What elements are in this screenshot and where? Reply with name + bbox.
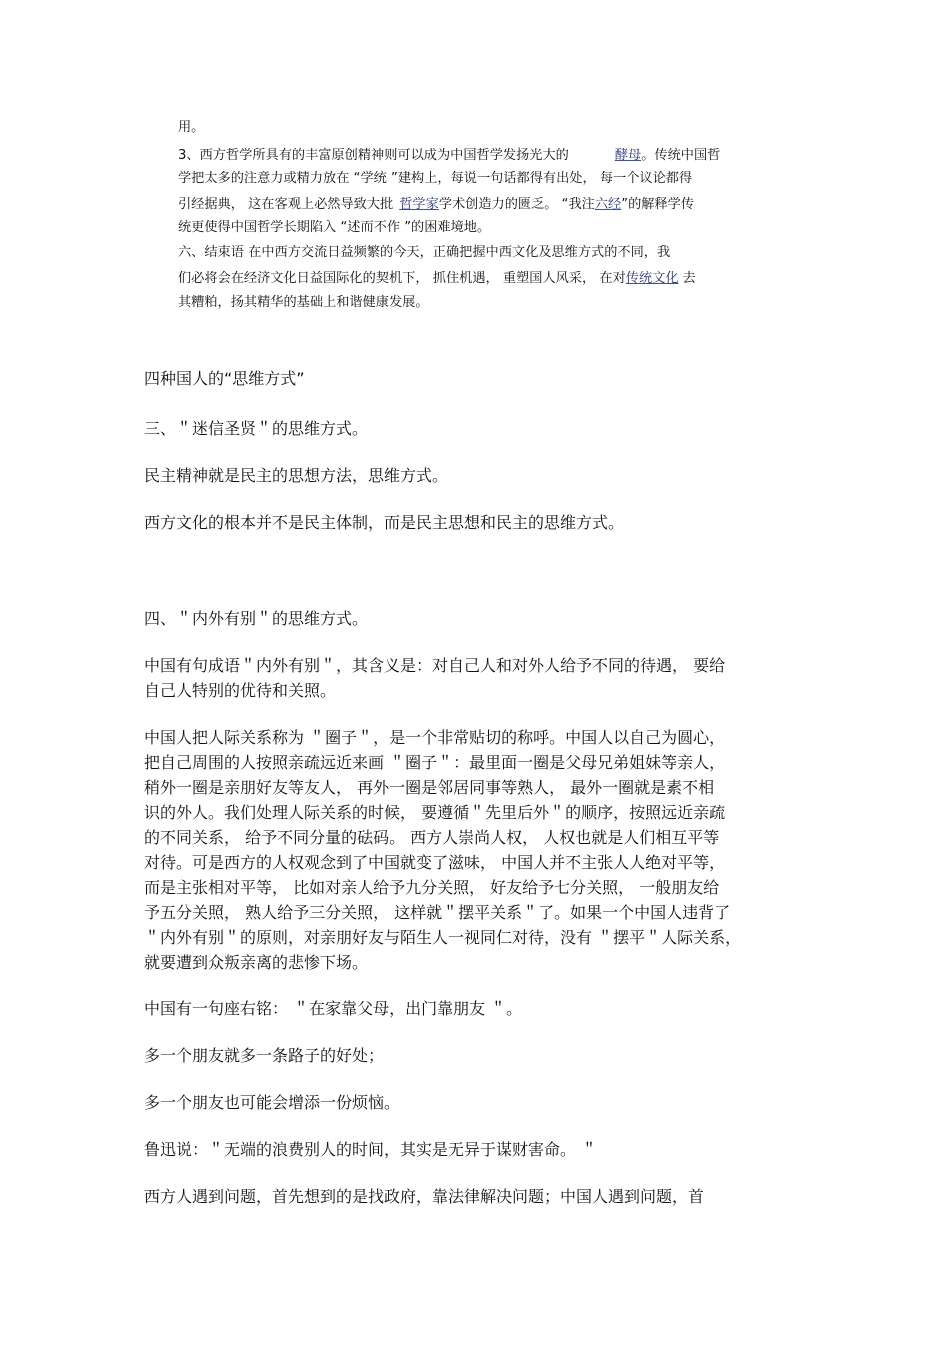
text-line	[178, 268, 810, 290]
link-yeast[interactable]: 酵母	[614, 148, 642, 163]
paragraph-line: 把自己周围的人按照亲疏远近来画 ＂圈子＂：最里面一圈是父母兄弟姐妹等亲人，	[144, 753, 726, 772]
text-line: 统更使得中国哲学长期陷入 “述而不作 ”的困难境地。	[178, 220, 491, 235]
paragraph-line: 稍外一圈是亲朋好友等友人， 再外一圈是邻居同事等熟人， 最外一圈就是素不相	[144, 778, 715, 797]
text-line: 学把太多的注意力或精力放在 “学统 ”建构上，每说一句话都得有出处， 每一个议论都得	[178, 171, 693, 186]
section-heading-3: 三、＂迷信圣贤＂的思维方式。	[144, 419, 369, 438]
paragraph: 多一个朋友就多一条路子的好处；	[144, 1046, 385, 1065]
paragraph-line: 予五分关照， 熟人给予三分关照， 这样就＂摆平关系＂了。如果一个中国人违背了	[144, 903, 731, 922]
text-line: 其糟粕，扬其精华的基础上和谐健康发展。	[178, 295, 429, 310]
text-span: 学术创造力的匮乏。 “我注	[438, 197, 595, 212]
text-span: 去	[682, 271, 696, 286]
paragraph-line: 中国人把人际关系称为 ＂圈子＂，是一个非常贴切的称呼。中国人以自己为圆心，	[144, 728, 726, 747]
text-span: 引经据典， 这在客观上必然导致大批	[178, 197, 394, 212]
paragraph: 多一个朋友也可能会增添一份烦恼。	[144, 1093, 401, 1112]
text-line: 六、结束语 在中西方交流日益频繁的今天，正确把握中西文化及思维方式的不同，我	[178, 245, 671, 260]
link-philosopher[interactable]: 哲学家	[399, 197, 439, 212]
paragraph: 鲁迅说：＂无端的浪费别人的时间，其实是无异于谋财害命。 ＂	[144, 1140, 598, 1159]
paragraph: 西方人遇到问题，首先想到的是找政府，靠法律解决问题；中国人遇到问题，首	[144, 1187, 705, 1206]
section-heading-4: 四、＂内外有别＂的思维方式。	[144, 609, 369, 628]
text-span: 3、西方哲学所具有的丰富原创精神则可以成为中国哲学发扬光大的	[178, 148, 569, 163]
text-line	[178, 194, 810, 216]
paragraph-line: 中国有句成语＂内外有别＂，其含义是：对自己人和对外人给予不同的待遇， 要给	[144, 656, 726, 675]
paragraph-line: 的不同关系， 给予不同分量的砝码。 西方人崇尚人权， 人权也就是人们相互平等	[144, 828, 720, 847]
text-line	[178, 145, 810, 167]
link-six-classics[interactable]: 六经	[594, 197, 622, 212]
text-line: 用。	[178, 120, 205, 135]
paragraph-line: 识的外人。我们处理人际关系的时候， 要遵循＂先里后外＂的顺序，按照远近亲疏	[144, 803, 726, 822]
paragraph: 民主精神就是民主的思想方法，思维方式。	[144, 466, 449, 485]
paragraph-line: 而是主张相对平等， 比如对亲人给予九分关照， 好友给予七分关照， 一般朋友给	[144, 878, 720, 897]
document-title: 四种国人的“思维方式”	[144, 369, 305, 388]
paragraph: 中国有一句座右铭： ＂在家靠父母，出门靠朋友 ＂。	[144, 999, 523, 1018]
text-span: 。传统中国哲	[641, 148, 721, 163]
paragraph: 西方文化的根本并不是民主体制，而是民主思想和民主的思维方式。	[144, 513, 625, 532]
paragraph-line: 就要遭到众叛亲离的悲惨下场。	[144, 953, 369, 972]
paragraph-line: ＂内外有别＂的原则，对亲朋好友与陌生人一视同仁对待，没有 ＂摆平＂人际关系，	[144, 928, 742, 947]
text-span: 们必将会在经济文化日益国际化的契机下， 抓住机遇， 重塑国人风采， 在对	[178, 271, 626, 286]
link-traditional-culture[interactable]: 传统文化	[625, 271, 679, 286]
text-span: ”的解释学传	[621, 197, 695, 212]
paragraph-line: 自己人特别的优待和关照。	[144, 681, 337, 700]
paragraph-line: 对待。可是西方的人权观念到了中国就变了滋味， 中国人并不主张人人绝对平等，	[144, 853, 726, 872]
